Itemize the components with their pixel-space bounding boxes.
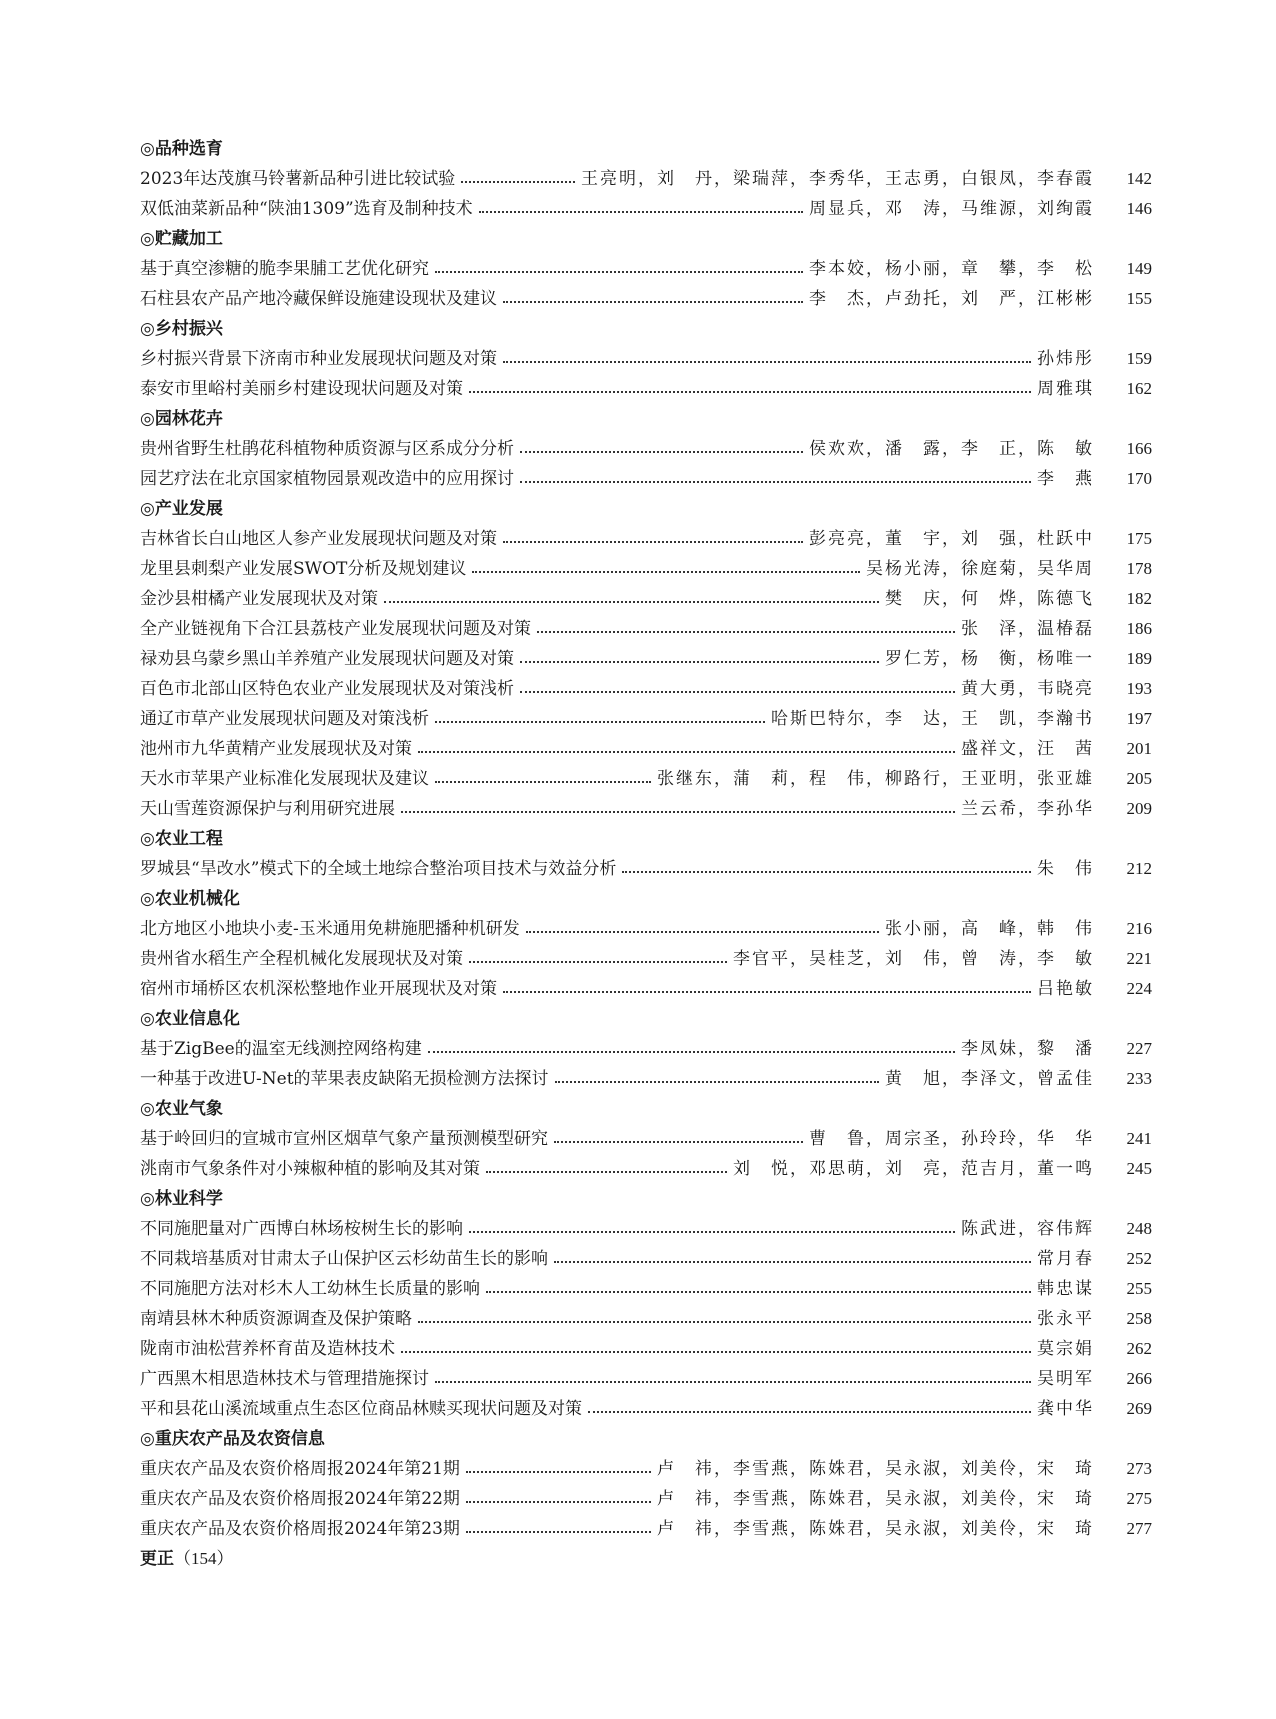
dot-leader <box>537 631 955 633</box>
toc-entry <box>140 764 1152 794</box>
section-heading: ◎农业气象 <box>140 1099 223 1119</box>
dot-leader <box>503 991 1031 993</box>
toc-entry <box>140 704 1152 734</box>
page-number: 252 <box>1126 1249 1152 1268</box>
toc-entry <box>140 734 1152 764</box>
toc-entry <box>140 1214 1152 1244</box>
toc-entry <box>140 1394 1152 1424</box>
toc-entry <box>140 1364 1152 1394</box>
table-of-contents <box>140 134 1152 1574</box>
article-authors: 李凤妹，黎 潘 <box>961 1039 1094 1059</box>
article-title: 泰安市里峪村美丽乡村建设现状问题及对策 <box>140 379 463 399</box>
toc-entry <box>140 1124 1152 1154</box>
dot-leader <box>466 1531 651 1533</box>
article-authors: 李 燕 <box>1037 469 1094 489</box>
page-number: 266 <box>1126 1369 1152 1388</box>
article-title: 广西黑木相思造林技术与管理措施探讨 <box>140 1369 429 1389</box>
article-title: 金沙县柑橘产业发展现状及对策 <box>140 589 378 609</box>
section-heading: ◎品种选育 <box>140 139 223 159</box>
dot-leader <box>435 271 803 273</box>
article-authors: 莫宗娟 <box>1037 1339 1094 1359</box>
article-authors: 张 泽，温椿磊 <box>961 619 1094 639</box>
section-heading: ◎农业机械化 <box>140 889 240 909</box>
page-number: 162 <box>1126 379 1152 398</box>
article-title: 乡村振兴背景下济南市种业发展现状问题及对策 <box>140 349 497 369</box>
page-number: 170 <box>1126 469 1152 488</box>
article-title: 洮南市气象条件对小辣椒种植的影响及其对策 <box>140 1159 480 1179</box>
dot-leader <box>486 1171 727 1173</box>
dot-leader <box>401 811 955 813</box>
toc-entry <box>140 1334 1152 1364</box>
section-heading: ◎农业工程 <box>140 829 223 849</box>
article-title: 双低油菜新品种“陕油1309”选育及制种技术 <box>140 199 473 219</box>
article-authors: 卢 祎，李雪燕，陈姝君，吴永淑，刘美伶，宋 琦 <box>657 1519 1094 1539</box>
article-title: 不同施肥方法对杉木人工幼林生长质量的影响 <box>140 1279 480 1299</box>
page-number: 146 <box>1126 199 1152 218</box>
dot-leader <box>469 961 727 963</box>
page-number: 233 <box>1126 1069 1152 1088</box>
article-title: 重庆农产品及农资价格周报2024年第21期 <box>140 1459 460 1479</box>
page-number: 227 <box>1126 1039 1152 1058</box>
article-authors: 周雅琪 <box>1037 379 1094 399</box>
article-title: 陇南市油松营养杯育苗及造林技术 <box>140 1339 395 1359</box>
article-authors: 王亮明，刘 丹，梁瑞萍，李秀华，王志勇，白银凤，李春霞 <box>581 169 1094 189</box>
dot-leader <box>401 1351 1031 1353</box>
article-authors: 常月春 <box>1037 1249 1094 1269</box>
article-authors: 张永平 <box>1037 1309 1094 1329</box>
article-title: 一种基于改进U-Net的苹果表皮缺陷无损检测方法探讨 <box>140 1069 549 1089</box>
page-number: 178 <box>1126 559 1152 578</box>
toc-entry <box>140 284 1152 314</box>
article-title: 天水市苹果产业标准化发展现状及建议 <box>140 769 429 789</box>
dot-leader <box>588 1411 1031 1413</box>
article-title: 石柱县农产品产地冷藏保鲜设施建设现状及建议 <box>140 289 497 309</box>
toc-sections <box>140 134 1152 1544</box>
page-number: 193 <box>1126 679 1152 698</box>
dot-leader <box>435 781 651 783</box>
article-authors: 孙炜彤 <box>1037 349 1094 369</box>
toc-entry <box>140 794 1152 824</box>
article-title: 池州市九华黄精产业发展现状及对策 <box>140 739 412 759</box>
article-title: 平和县花山溪流域重点生态区位商品林赎买现状问题及对策 <box>140 1399 582 1419</box>
dot-leader <box>461 181 575 183</box>
toc-entry <box>140 254 1152 284</box>
article-title: 百色市北部山区特色农业产业发展现状及对策浅析 <box>140 679 514 699</box>
dot-leader <box>384 601 879 603</box>
article-authors: 吴杨光涛，徐庭菊，吴华周 <box>866 559 1094 579</box>
toc-entry <box>140 1274 1152 1304</box>
article-title: 基于岭回归的宣城市宣州区烟草气象产量预测模型研究 <box>140 1129 548 1149</box>
section-heading: ◎乡村振兴 <box>140 319 223 339</box>
toc-entry <box>140 974 1152 1004</box>
page-number: 159 <box>1126 349 1152 368</box>
page-number: 149 <box>1126 259 1152 278</box>
page-number: 155 <box>1126 289 1152 308</box>
article-title: 不同栽培基质对甘肃太子山保护区云杉幼苗生长的影响 <box>140 1249 548 1269</box>
dot-leader <box>418 751 955 753</box>
dot-leader <box>428 1051 955 1053</box>
toc-entry <box>140 1064 1152 1094</box>
page-number: 255 <box>1126 1279 1152 1298</box>
dot-leader <box>520 481 1031 483</box>
toc-entry <box>140 194 1152 224</box>
toc-entry <box>140 1154 1152 1184</box>
section-heading: ◎农业信息化 <box>140 1009 240 1029</box>
dot-leader <box>520 451 803 453</box>
article-authors: 彭亮亮，董 宇，刘 强，杜跃中 <box>809 529 1094 549</box>
dot-leader <box>503 541 803 543</box>
correction-page: （154） <box>174 1549 234 1568</box>
page-number: 248 <box>1126 1219 1152 1238</box>
article-authors: 侯欢欢，潘 露，李 正，陈 敏 <box>809 439 1094 459</box>
dot-leader <box>503 301 803 303</box>
article-title: 重庆农产品及农资价格周报2024年第22期 <box>140 1489 460 1509</box>
article-authors: 黄大勇，韦晓亮 <box>961 679 1094 699</box>
article-authors: 朱 伟 <box>1037 859 1094 879</box>
toc-entry <box>140 164 1152 194</box>
dot-leader <box>435 1381 1031 1383</box>
toc-entry <box>140 1514 1152 1544</box>
correction-label: 更正 <box>140 1549 174 1569</box>
article-authors: 哈斯巴特尔，李 达，王 凯，李瀚书 <box>771 709 1094 729</box>
dot-leader <box>622 871 1031 873</box>
article-authors: 张小丽，高 峰，韩 伟 <box>885 919 1094 939</box>
page-number: 186 <box>1126 619 1152 638</box>
article-title: 基于ZigBee的温室无线测控网络构建 <box>140 1039 422 1059</box>
toc-entry <box>140 944 1152 974</box>
dot-leader <box>469 1231 955 1233</box>
toc-entry <box>140 854 1152 884</box>
article-title: 贵州省水稻生产全程机械化发展现状及对策 <box>140 949 463 969</box>
page-number: 262 <box>1126 1339 1152 1358</box>
article-authors: 陈武进，容伟辉 <box>961 1219 1094 1239</box>
section-heading: ◎园林花卉 <box>140 409 223 429</box>
page-number: 221 <box>1126 949 1152 968</box>
article-authors: 樊 庆，何 烨，陈德飞 <box>885 589 1094 609</box>
dot-leader <box>555 1081 879 1083</box>
toc-entry <box>140 374 1152 404</box>
page-number: 275 <box>1126 1489 1152 1508</box>
dot-leader <box>554 1261 1031 1263</box>
page-number: 258 <box>1126 1309 1152 1328</box>
page-number: 175 <box>1126 529 1152 548</box>
article-authors: 卢 祎，李雪燕，陈姝君，吴永淑，刘美伶，宋 琦 <box>657 1489 1094 1509</box>
page-number: 197 <box>1126 709 1152 728</box>
article-title: 南靖县林木种质资源调查及保护策略 <box>140 1309 412 1329</box>
page-number: 189 <box>1126 649 1152 668</box>
toc-entry <box>140 1244 1152 1274</box>
section-heading: ◎林业科学 <box>140 1189 223 1209</box>
article-title: 贵州省野生杜鹃花科植物种质资源与区系成分分析 <box>140 439 514 459</box>
correction-note <box>140 1544 1152 1574</box>
section-heading: ◎产业发展 <box>140 499 223 519</box>
dot-leader <box>520 691 955 693</box>
page-number: 241 <box>1126 1129 1152 1148</box>
toc-entry <box>140 674 1152 704</box>
toc-entry <box>140 554 1152 584</box>
page-number: 224 <box>1126 979 1152 998</box>
section-heading: ◎重庆农产品及农资信息 <box>140 1429 325 1449</box>
dot-leader <box>554 1141 803 1143</box>
article-authors: 盛祥文，汪 茜 <box>961 739 1094 759</box>
toc-entry <box>140 434 1152 464</box>
article-authors: 兰云希，李孙华 <box>961 799 1094 819</box>
page-number: 201 <box>1126 739 1152 758</box>
article-authors: 李本姣，杨小丽，章 攀，李 松 <box>809 259 1094 279</box>
toc-entry <box>140 914 1152 944</box>
toc-entry <box>140 464 1152 494</box>
dot-leader <box>526 931 879 933</box>
dot-leader <box>466 1501 651 1503</box>
page-number: 273 <box>1126 1459 1152 1478</box>
article-title: 北方地区小地块小麦-玉米通用免耕施肥播种机研发 <box>140 919 520 939</box>
toc-entry <box>140 1484 1152 1514</box>
article-authors: 龚中华 <box>1037 1399 1094 1419</box>
page-number: 166 <box>1126 439 1152 458</box>
article-authors: 罗仁芳，杨 衡，杨唯一 <box>885 649 1094 669</box>
article-title: 龙里县刺梨产业发展SWOT分析及规划建议 <box>140 559 467 579</box>
article-title: 全产业链视角下合江县荔枝产业发展现状问题及对策 <box>140 619 531 639</box>
article-authors: 韩忠谋 <box>1037 1279 1094 1299</box>
article-title: 宿州市埇桥区农机深松整地作业开展现状及对策 <box>140 979 497 999</box>
page-number: 209 <box>1126 799 1152 818</box>
article-authors: 吕艳敏 <box>1037 979 1094 999</box>
article-title: 不同施肥量对广西博白林场桉树生长的影响 <box>140 1219 463 1239</box>
page-number: 269 <box>1126 1399 1152 1418</box>
article-title: 禄劝县乌蒙乡黑山羊养殖产业发展现状问题及对策 <box>140 649 514 669</box>
dot-leader <box>486 1291 1031 1293</box>
dot-leader <box>479 211 803 213</box>
dot-leader <box>418 1321 1031 1323</box>
article-title: 基于真空渗糖的脆李果脯工艺优化研究 <box>140 259 429 279</box>
page-number: 212 <box>1126 859 1152 878</box>
article-authors: 李官平，吴桂芝，刘 伟，曾 涛，李 敏 <box>733 949 1094 969</box>
toc-entry <box>140 584 1152 614</box>
article-authors: 黄 旭，李泽文，曾孟佳 <box>885 1069 1094 1089</box>
toc-entry <box>140 1034 1152 1064</box>
dot-leader <box>466 1471 651 1473</box>
article-authors: 李 杰，卢劲托，刘 严，江彬彬 <box>809 289 1094 309</box>
section-heading: ◎贮藏加工 <box>140 229 223 249</box>
toc-entry <box>140 344 1152 374</box>
page-number: 245 <box>1126 1159 1152 1178</box>
article-title: 2023年达茂旗马铃薯新品种引进比较试验 <box>140 169 456 189</box>
article-authors: 曹 鲁，周宗圣，孙玲玲，华 华 <box>809 1129 1094 1149</box>
dot-leader <box>435 721 765 723</box>
article-title: 园艺疗法在北京国家植物园景观改造中的应用探讨 <box>140 469 514 489</box>
toc-entry <box>140 644 1152 674</box>
article-title: 重庆农产品及农资价格周报2024年第23期 <box>140 1519 460 1539</box>
toc-entry <box>140 614 1152 644</box>
article-title: 天山雪莲资源保护与利用研究进展 <box>140 799 395 819</box>
article-title: 罗城县“旱改水”模式下的全域土地综合整治项目技术与效益分析 <box>140 859 617 879</box>
page-number: 142 <box>1126 169 1152 188</box>
page-number: 205 <box>1126 769 1152 788</box>
article-title: 通辽市草产业发展现状问题及对策浅析 <box>140 709 429 729</box>
toc-entry <box>140 1454 1152 1484</box>
article-authors: 吴明军 <box>1037 1369 1094 1389</box>
page-number: 182 <box>1126 589 1152 608</box>
page-number: 216 <box>1126 919 1152 938</box>
article-authors: 刘 悦，邓思萌，刘 亮，范吉月，董一鸣 <box>733 1159 1094 1179</box>
article-authors: 卢 祎，李雪燕，陈姝君，吴永淑，刘美伶，宋 琦 <box>657 1459 1094 1479</box>
dot-leader <box>520 661 879 663</box>
dot-leader <box>472 571 860 573</box>
toc-entry <box>140 524 1152 554</box>
page-number: 277 <box>1126 1519 1152 1538</box>
toc-entry <box>140 1304 1152 1334</box>
article-title: 吉林省长白山地区人参产业发展现状问题及对策 <box>140 529 497 549</box>
dot-leader <box>469 391 1031 393</box>
dot-leader <box>503 361 1031 363</box>
article-authors: 周显兵，邓 涛，马维源，刘绚霞 <box>809 199 1094 219</box>
article-authors: 张继东，蒲 莉，程 伟，柳路行，王亚明，张亚雄 <box>657 769 1094 789</box>
